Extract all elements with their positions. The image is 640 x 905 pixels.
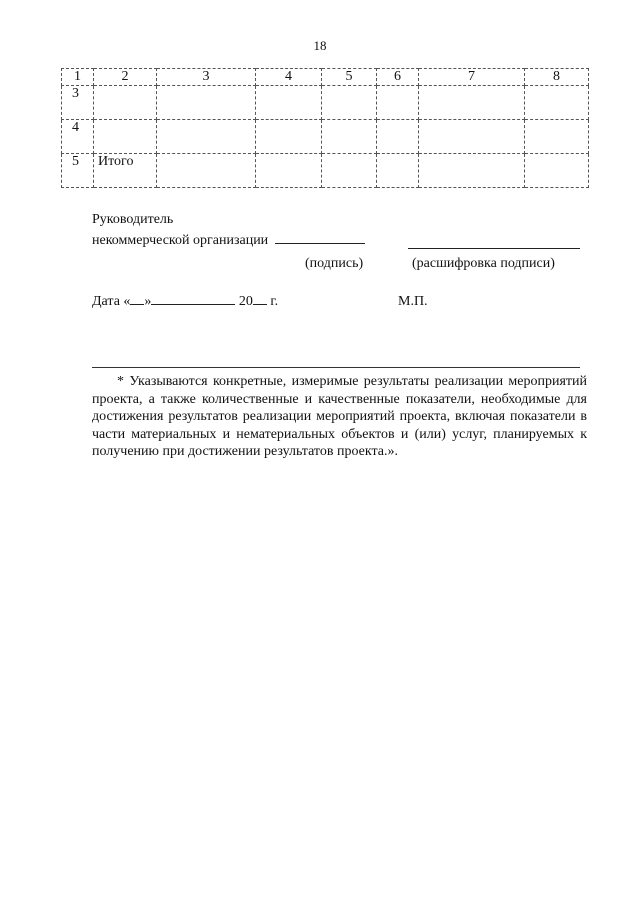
signature-decode-caption: (расшифровка подписи) xyxy=(412,256,555,271)
footnote: * Указываются конкретные, измеримые результаты реализации мероприятий проекта, а также количественные и качественные показатели, необходимые для достижения результатов реализации мероприятий проекта, включая показатели в части материальных и нематериальных объектов и (или) услуг, планируемых к получению при достижении результатов проекта.». xyxy=(92,374,587,459)
row-number: 4 xyxy=(62,120,94,154)
table-cell xyxy=(525,154,589,188)
column-number: 1 xyxy=(62,69,94,86)
table-row xyxy=(62,86,589,120)
table-cell xyxy=(256,120,322,154)
table-header-row xyxy=(62,69,589,86)
day-blank xyxy=(130,304,144,305)
table-cell xyxy=(322,154,377,188)
table-row xyxy=(62,120,589,154)
signer-title-line2: некоммерческой организации xyxy=(92,233,269,248)
table-cell xyxy=(377,86,419,120)
column-number: 5 xyxy=(322,69,377,86)
date-quote-close: » xyxy=(144,294,152,309)
table-cell xyxy=(377,120,419,154)
table-cell xyxy=(377,154,419,188)
stamp-place: М.П. xyxy=(398,294,428,309)
date-line xyxy=(92,294,278,310)
row-number: 3 xyxy=(62,86,94,120)
table-cell-total-label: Итого xyxy=(94,154,157,188)
column-number: 3 xyxy=(157,69,256,86)
table-cell xyxy=(94,120,157,154)
column-number: 4 xyxy=(256,69,322,86)
table-cell xyxy=(157,154,256,188)
signature-blank xyxy=(275,243,365,244)
signer-title-line2-row xyxy=(92,233,365,249)
date-prefix: Дата « xyxy=(92,294,131,309)
month-blank xyxy=(151,304,235,305)
table-cell xyxy=(157,86,256,120)
table-cell xyxy=(256,86,322,120)
table-cell xyxy=(157,120,256,154)
year-suffix: г. xyxy=(266,294,279,309)
table-cell xyxy=(525,120,589,154)
column-number: 7 xyxy=(419,69,525,86)
table-cell xyxy=(525,86,589,120)
signature-decode-blank xyxy=(408,233,580,249)
row-number: 5 xyxy=(62,154,94,188)
table-cell xyxy=(322,86,377,120)
column-number: 6 xyxy=(377,69,419,86)
signature-caption: (подпись) xyxy=(305,256,364,271)
column-number: 8 xyxy=(525,69,589,86)
table-cell xyxy=(94,86,157,120)
results-table xyxy=(61,68,589,188)
table-cell xyxy=(419,120,525,154)
column-number: 2 xyxy=(94,69,157,86)
table-row xyxy=(62,154,589,188)
table-cell xyxy=(419,154,525,188)
footnote-divider xyxy=(92,367,580,368)
signer-title-line1: Руководитель xyxy=(92,212,174,227)
table-cell xyxy=(419,86,525,120)
page-number: 18 xyxy=(313,38,327,53)
year-prefix: 20 xyxy=(238,294,253,309)
table-cell xyxy=(322,120,377,154)
year-blank xyxy=(253,304,267,305)
table-cell xyxy=(256,154,322,188)
